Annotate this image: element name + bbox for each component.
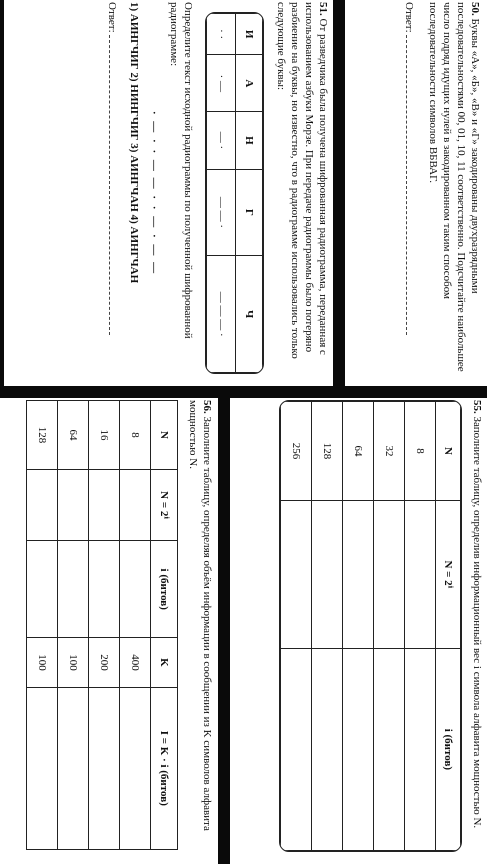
table-cell: 64 [58, 401, 89, 470]
column-header: N = 2ⁱ [151, 470, 178, 541]
table-row [405, 402, 436, 851]
answer-cell[interactable] [374, 501, 405, 649]
task-55-text: Заполните таблицу, определив информационный вес i символа алфавита мощностью N. [471, 416, 483, 829]
task-51-text: От разведчика была получена шифрованная радиограмма, переданная с использованием азбуки Морзе. При передаче радиограммы было потеряно разбиение на буквы, но известно, что в радиограмме использовались только следующие буквы: [275, 2, 329, 359]
task-51-number: 51. [317, 2, 329, 16]
table-cell: 256 [281, 402, 312, 501]
morse-code: — · [207, 112, 236, 169]
divider-middle [0, 386, 487, 398]
column-header: i (битов) [151, 541, 178, 638]
answer-cell[interactable] [58, 687, 89, 849]
table-cell: 128 [27, 401, 58, 470]
morse-code: — — — · [207, 256, 236, 373]
morse-letters-row [236, 14, 263, 373]
column-header: K [151, 638, 178, 687]
answer-cell[interactable] [281, 648, 312, 850]
morse-letter: Г [236, 169, 263, 256]
table-row [343, 402, 374, 851]
answer-cell[interactable] [120, 541, 151, 638]
task-50-answer-field[interactable] [406, 35, 407, 335]
morse-letter: Ч [236, 256, 263, 373]
morse-code: · · [207, 14, 236, 55]
answer-cell[interactable] [405, 501, 436, 649]
table-header-row [151, 401, 178, 850]
morse-letter: Н [236, 112, 263, 169]
morse-table [205, 12, 264, 374]
task-56-text: Заполните таблицу, определяя объём информации в сообщении из K символов алфавита мощностью N. [187, 400, 213, 831]
answer-cell[interactable] [120, 687, 151, 849]
answer-cell[interactable] [58, 541, 89, 638]
morse-letter: И [236, 14, 263, 55]
task-50-number: 50. [469, 2, 481, 16]
table-header-row [436, 402, 461, 851]
table-row [374, 402, 405, 851]
answer-cell[interactable] [89, 470, 120, 541]
morse-code: · — [207, 55, 236, 112]
task-55 [234, 400, 484, 860]
answer-cell[interactable] [27, 470, 58, 541]
task-51-answer-field[interactable] [109, 35, 110, 335]
table-cell: 8 [120, 401, 151, 470]
table-cell: 32 [374, 402, 405, 501]
table-cell: 16 [89, 401, 120, 470]
answer-cell[interactable] [343, 648, 374, 850]
task-51-options: 1) АИНГЧИГ 2) НИНГЧИГ 3) АИНГЧАН 4) АИНГЧАН [128, 2, 140, 284]
answer-cell[interactable] [374, 648, 405, 850]
table-cell: 100 [27, 638, 58, 687]
answer-cell[interactable] [58, 470, 89, 541]
task-51-answer-label: Ответ: [106, 2, 118, 33]
column-header: I = K · i (битов) [151, 687, 178, 849]
task-50-text: Буквы «А», «Б», «В» и «Г» закодированы двухразрядными последовательностями 00, 01, 10, 11 соответственно. Подсчитайте наибольшее число подряд идущих нулей в закодированном таким способом последовательности символов ВБВАГ. [427, 2, 481, 372]
divider-bottom-vertical [218, 398, 230, 864]
column-header: N = 2ⁱ [436, 501, 461, 649]
table-row [27, 401, 58, 850]
task-56 [2, 400, 214, 860]
table-cell: 8 [405, 402, 436, 501]
morse-codes-row [207, 14, 236, 373]
answer-cell[interactable] [281, 501, 312, 649]
answer-cell[interactable] [405, 648, 436, 850]
task-51 [0, 2, 330, 384]
answer-cell[interactable] [89, 687, 120, 849]
answer-cell[interactable] [312, 648, 343, 850]
task-50 [362, 2, 482, 382]
answer-cell[interactable] [27, 541, 58, 638]
morse-code: — — · [207, 169, 236, 256]
task-50-answer-label: Ответ: [403, 2, 415, 33]
answer-cell[interactable] [343, 501, 374, 649]
column-header: i (битов) [436, 648, 461, 850]
morse-letter: А [236, 55, 263, 112]
task-55-table [279, 400, 462, 852]
table-row [281, 402, 312, 851]
answer-cell[interactable] [89, 541, 120, 638]
column-header: N [151, 401, 178, 470]
table-row [89, 401, 120, 850]
answer-cell[interactable] [120, 470, 151, 541]
table-row [312, 402, 343, 851]
task-51-instruction: Определите текст исходной радиограммы по полученной шифрованной радиограмме: [168, 2, 194, 339]
divider-vertical-right [333, 0, 345, 393]
table-cell: 128 [312, 402, 343, 501]
table-row [120, 401, 151, 850]
task-56-table [26, 400, 178, 850]
task-51-ciphertext: · — · · — — · · — · — — [148, 110, 160, 276]
table-row [58, 401, 89, 850]
table-cell: 100 [58, 638, 89, 687]
column-header: N [436, 402, 461, 501]
table-cell: 200 [89, 638, 120, 687]
table-cell: 64 [343, 402, 374, 501]
task-55-number: 55. [471, 400, 483, 414]
table-cell: 400 [120, 638, 151, 687]
task-56-number: 56. [201, 400, 213, 414]
answer-cell[interactable] [27, 687, 58, 849]
answer-cell[interactable] [312, 501, 343, 649]
